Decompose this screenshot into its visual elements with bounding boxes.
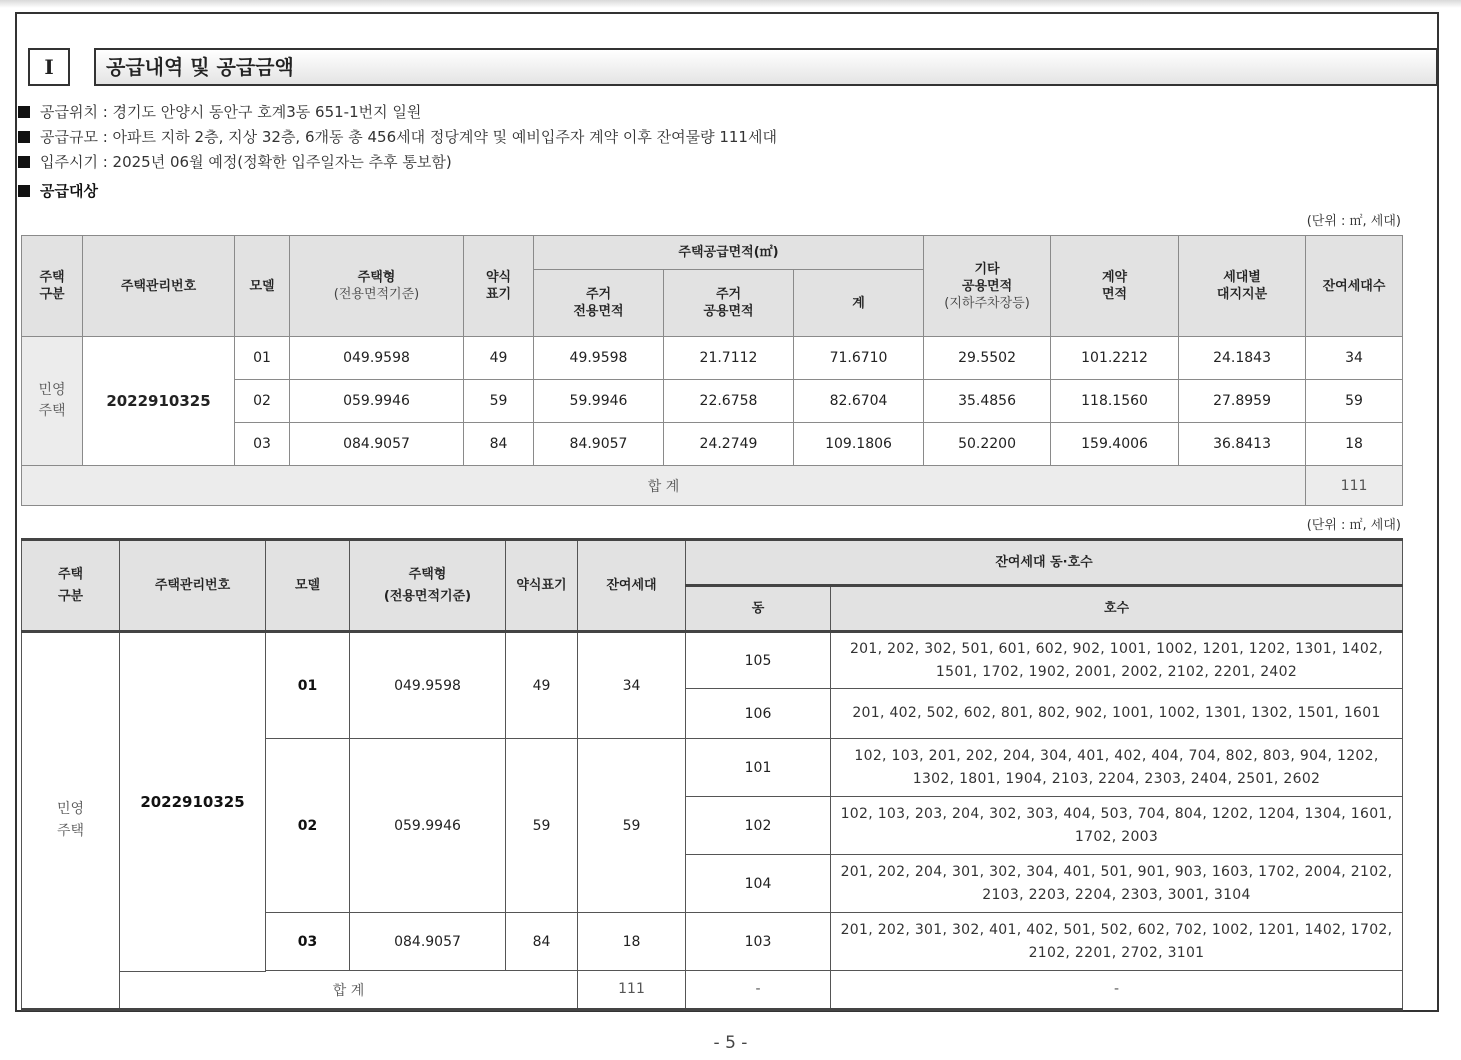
- house-class-cell: [22, 337, 83, 466]
- sum-label: 합 계: [120, 971, 578, 1009]
- header-house-type-sub: (전용면적기준): [333, 287, 420, 302]
- common-cell: 22.6758: [664, 380, 794, 423]
- section-number: I: [28, 48, 70, 86]
- header-mgmt-no: 주택관리번호: [83, 236, 235, 337]
- house-class-text: 민영 주택: [38, 382, 66, 419]
- other-cell: 50.2200: [924, 423, 1051, 466]
- total-cell: 71.6710: [794, 337, 924, 380]
- header-common: [664, 270, 794, 337]
- model-cell: 03: [235, 423, 290, 466]
- model-cell: 02: [266, 739, 350, 913]
- contract-cell: 101.2212: [1051, 337, 1179, 380]
- header-land-share-text: 세대별 대지지분: [1216, 270, 1268, 302]
- remaining-cell: 34: [578, 632, 686, 739]
- remaining-cell: 18: [1306, 423, 1403, 466]
- bullet-square-icon: [18, 106, 30, 118]
- dong-cell: 101: [686, 739, 831, 797]
- sum-label: 합 계: [22, 466, 1306, 506]
- header-other-common-text: 기타 공용면적: [961, 261, 1013, 294]
- header-contract-area: [1051, 236, 1179, 337]
- type-cell: 084.9057: [350, 913, 506, 971]
- header-house-type-text: 주택형: [357, 270, 396, 285]
- header-house-class-text: 주택 구분: [57, 566, 84, 604]
- ho-cell: 201, 202, 302, 501, 601, 602, 902, 1001, 1002, 1201, 1202, 1301, 1402, 1501, 1702, 1902, 2001, 2002, 2102, 2201, 2402: [831, 632, 1403, 689]
- total-cell: 82.6704: [794, 380, 924, 423]
- abbr-cell: 59: [464, 380, 534, 423]
- type-cell: 049.9598: [290, 337, 464, 380]
- ho-cell: 201, 202, 204, 301, 302, 304, 401, 501, 901, 903, 1603, 1702, 2004, 2102, 2103, 2203, 2204, 2303, 3001, 3104: [831, 855, 1403, 913]
- type-cell: 059.9946: [290, 380, 464, 423]
- abbr-cell: 59: [506, 739, 578, 913]
- header-common-text: 주거 공용면적: [703, 287, 754, 319]
- header-total: 계: [794, 270, 924, 337]
- abbr-cell: 49: [464, 337, 534, 380]
- contract-cell: 159.4006: [1051, 423, 1179, 466]
- model-cell: 01: [235, 337, 290, 380]
- header-house-class: [22, 540, 120, 632]
- info-move-in: [18, 151, 452, 172]
- header-supply-area: 주택공급면적(㎡): [534, 236, 924, 270]
- header-mgmt-no: 주택관리번호: [120, 540, 266, 632]
- dong-cell: 104: [686, 855, 831, 913]
- land-cell: 36.8413: [1179, 423, 1306, 466]
- other-cell: 35.4856: [924, 380, 1051, 423]
- remaining-units-table: [21, 538, 1403, 1011]
- header-other-common: [924, 236, 1051, 337]
- header-ho: 호수: [831, 586, 1403, 632]
- info-scale-text: 공급규모 : 아파트 지하 2층, 지상 32층, 6개동 총 456세대 정당계약 및 예비입주자 계약 이후 잔여물량 111세대: [40, 128, 777, 146]
- model-cell: 01: [266, 632, 350, 739]
- section-title: 공급내역 및 공급금액: [94, 48, 1438, 86]
- header-abbr: 약식표기: [506, 540, 578, 632]
- exclusive-cell: 59.9946: [534, 380, 664, 423]
- header-remaining: 잔여세대: [578, 540, 686, 632]
- header-land-share: [1179, 236, 1306, 337]
- model-cell: 03: [266, 913, 350, 971]
- info-location-text: 공급위치 : 경기도 안양시 동안구 호계3동 651-1번지 일원: [40, 103, 422, 121]
- sum-row: [22, 971, 1403, 1009]
- bullet-square-icon: [18, 185, 30, 197]
- table-row: [22, 632, 1403, 689]
- sum-value: 111: [1306, 466, 1403, 506]
- header-model: 모델: [266, 540, 350, 632]
- table-row: [22, 337, 1403, 380]
- header-exclusive: [534, 270, 664, 337]
- sum-dong: -: [686, 971, 831, 1009]
- other-cell: 29.5502: [924, 337, 1051, 380]
- unit-label-1: (단위 : ㎡, 세대): [1306, 214, 1401, 229]
- info-scale: [18, 126, 777, 147]
- ho-cell: 201, 402, 502, 602, 801, 802, 902, 1001, 1002, 1301, 1302, 1501, 1601: [831, 689, 1403, 739]
- supply-area-table: [21, 235, 1403, 506]
- header-house-type: [290, 236, 464, 337]
- total-cell: 109.1806: [794, 423, 924, 466]
- abbr-cell: 84: [506, 913, 578, 971]
- remaining-cell: 59: [578, 739, 686, 913]
- land-cell: 24.1843: [1179, 337, 1306, 380]
- remaining-cell: 18: [578, 913, 686, 971]
- header-dong: 동: [686, 586, 831, 632]
- bullet-square-icon: [18, 131, 30, 143]
- abbr-cell: 84: [464, 423, 534, 466]
- dong-cell: 106: [686, 689, 831, 739]
- header-remaining: 잔여세대수: [1306, 236, 1403, 337]
- sum-row: [22, 466, 1403, 506]
- info-target-text: 공급대상: [40, 182, 98, 200]
- header-abbr-text: 약식 표기: [485, 270, 512, 302]
- ho-cell: 201, 202, 301, 302, 401, 402, 501, 502, 602, 702, 1002, 1201, 1402, 1702, 2102, 2201, 2702, 3101: [831, 913, 1403, 971]
- house-class-cell: [22, 632, 120, 1010]
- header-contract-area-text: 계약 면적: [1101, 270, 1128, 302]
- type-cell: 084.9057: [290, 423, 464, 466]
- header-house-type-text: 주택형 (전용면적기준): [383, 566, 472, 604]
- header-house-class: [22, 236, 83, 337]
- bullet-square-icon: [18, 156, 30, 168]
- mgmt-no-cell: 2022910325: [83, 337, 235, 466]
- dong-cell: 103: [686, 913, 831, 971]
- house-class-text: 민영 주택: [56, 801, 85, 840]
- unit-label-2: (단위 : ㎡, 세대): [1306, 518, 1401, 533]
- remaining-cell: 59: [1306, 380, 1403, 423]
- info-move-in-text: 입주시기 : 2025년 06월 예정(정확한 입주일자는 추후 통보함): [40, 153, 452, 171]
- header-house-class-text: 주택 구분: [39, 270, 65, 302]
- exclusive-cell: 84.9057: [534, 423, 664, 466]
- abbr-cell: 49: [506, 632, 578, 739]
- sum-ho: -: [831, 971, 1403, 1009]
- header-abbr: [464, 236, 534, 337]
- sum-value: 111: [578, 971, 686, 1009]
- model-cell: 02: [235, 380, 290, 423]
- header-model: 모델: [235, 236, 290, 337]
- type-cell: 049.9598: [350, 632, 506, 739]
- contract-cell: 118.1560: [1051, 380, 1179, 423]
- info-location: [18, 101, 421, 122]
- type-cell: 059.9946: [350, 739, 506, 913]
- common-cell: 21.7112: [664, 337, 794, 380]
- header-house-type: [350, 540, 506, 632]
- land-cell: 27.8959: [1179, 380, 1306, 423]
- top-shadow: [0, 0, 1461, 8]
- dong-cell: 102: [686, 797, 831, 855]
- ho-cell: 102, 103, 201, 202, 204, 304, 401, 402, 404, 704, 802, 803, 904, 1202, 1302, 1801, 1904, 2103, 2204, 2303, 2404, 2501, 2602: [831, 739, 1403, 797]
- ho-cell: 102, 103, 203, 204, 302, 303, 404, 503, 704, 804, 1202, 1204, 1304, 1601, 1702, 2003: [831, 797, 1403, 855]
- page-number: - 5 -: [713, 1033, 748, 1053]
- header-other-common-sub: (지하주차장등): [944, 295, 1030, 311]
- dong-cell: 105: [686, 632, 831, 689]
- exclusive-cell: 49.9598: [534, 337, 664, 380]
- remaining-cell: 34: [1306, 337, 1403, 380]
- header-exclusive-text: 주거 전용면적: [573, 287, 624, 319]
- header-units: 잔여세대 동·호수: [686, 540, 1403, 586]
- mgmt-no-cell: 2022910325: [120, 632, 266, 972]
- common-cell: 24.2749: [664, 423, 794, 466]
- info-target: [18, 180, 98, 201]
